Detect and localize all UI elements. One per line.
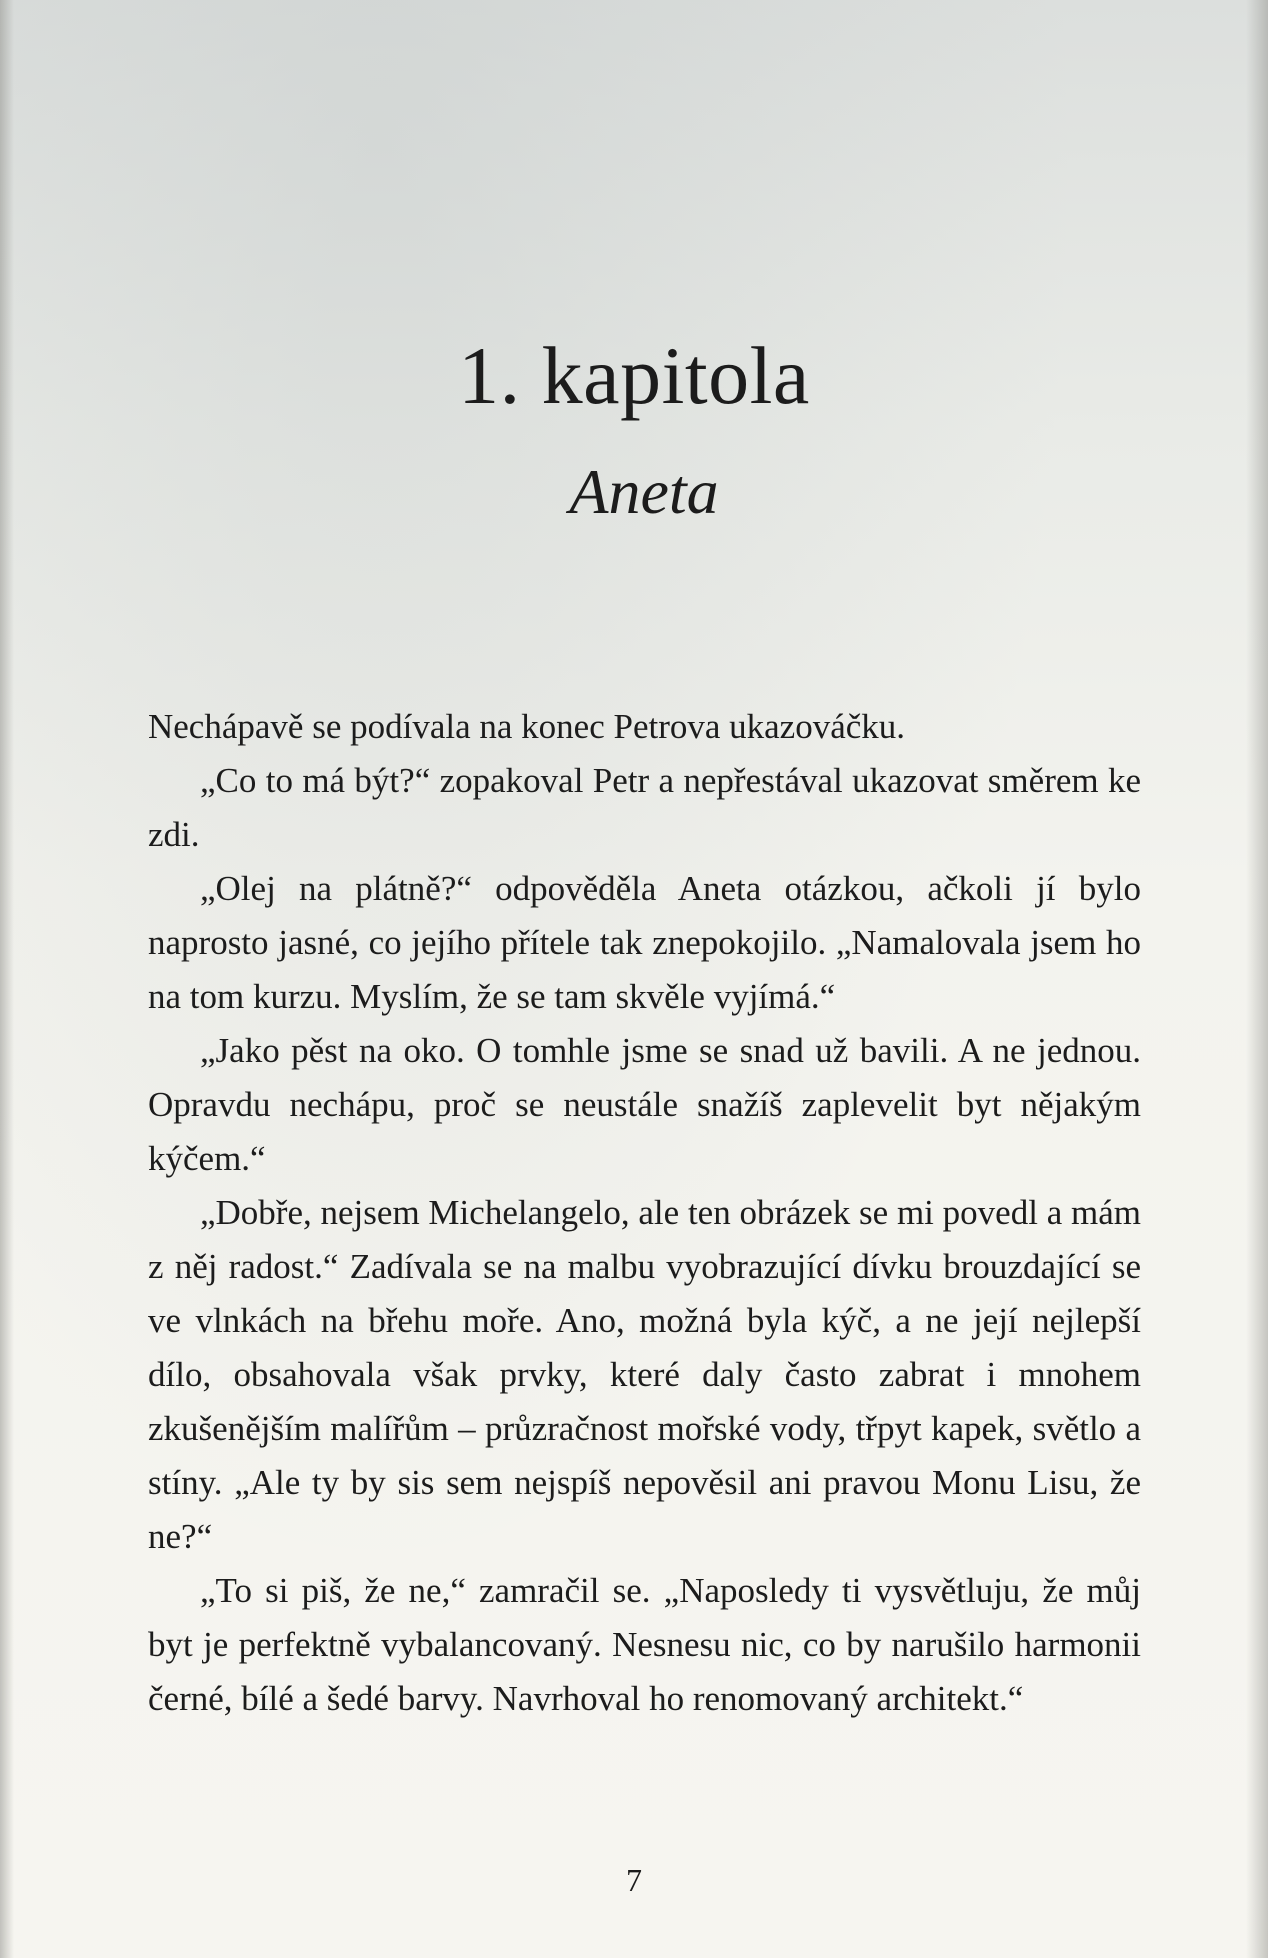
chapter-title: Aneta [569,456,719,527]
page-number: 7 [626,1862,642,1898]
paragraph: Nechápavě se podívala na konec Petrova ukazováčku. [148,707,906,746]
body-text [148,700,1141,1726]
paragraph: „Co to má být?“ zopakoval Petr a nepřestával ukazovat směrem ke zdi. [148,761,1141,854]
paragraph: „Jako pěst na oko. O tomhle jsme se snad už bavili. A ne jednou. Opravdu nechápu, proč se neustále snažíš zaplevelit byt nějakým kýčem.“ [148,1031,1141,1178]
chapter-number: 1. kapitola [458,330,810,421]
paragraph: „Dobře, nejsem Michelangelo, ale ten obrázek se mi povedl a mám z něj radost.“ Zadívala se na malbu vyobrazující dívku brouzdající se ve vlnkách na břehu moře. Ano, možná byla kýč, a ne její nejlepší dílo, obsahovala však prvky, které daly často zabrat i mnohem zkušenějším malířům – průzračnost mořské vody, třpyt kapek, světlo a stíny. „Ale ty by sis sem nejspíš nepověsil ani pravou Monu Lisu, že ne?“ [148,1193,1141,1556]
paragraph: „Olej na plátně?“ odpověděla Aneta otázkou, ačkoli jí bylo naprosto jasné, co jejího přítele tak znepokojilo. „Namalovala jsem ho na tom kurzu. Myslím, že se tam skvěle vyjímá.“ [148,869,1141,1016]
paragraph: „To si piš, že ne,“ zamračil se. „Naposledy ti vysvětluju, že můj byt je perfektně vybalancovaný. Nesnesu nic, co by narušilo harmonii černé, bílé a šedé barvy. Navrhoval ho renomovaný architekt.“ [148,1571,1141,1718]
